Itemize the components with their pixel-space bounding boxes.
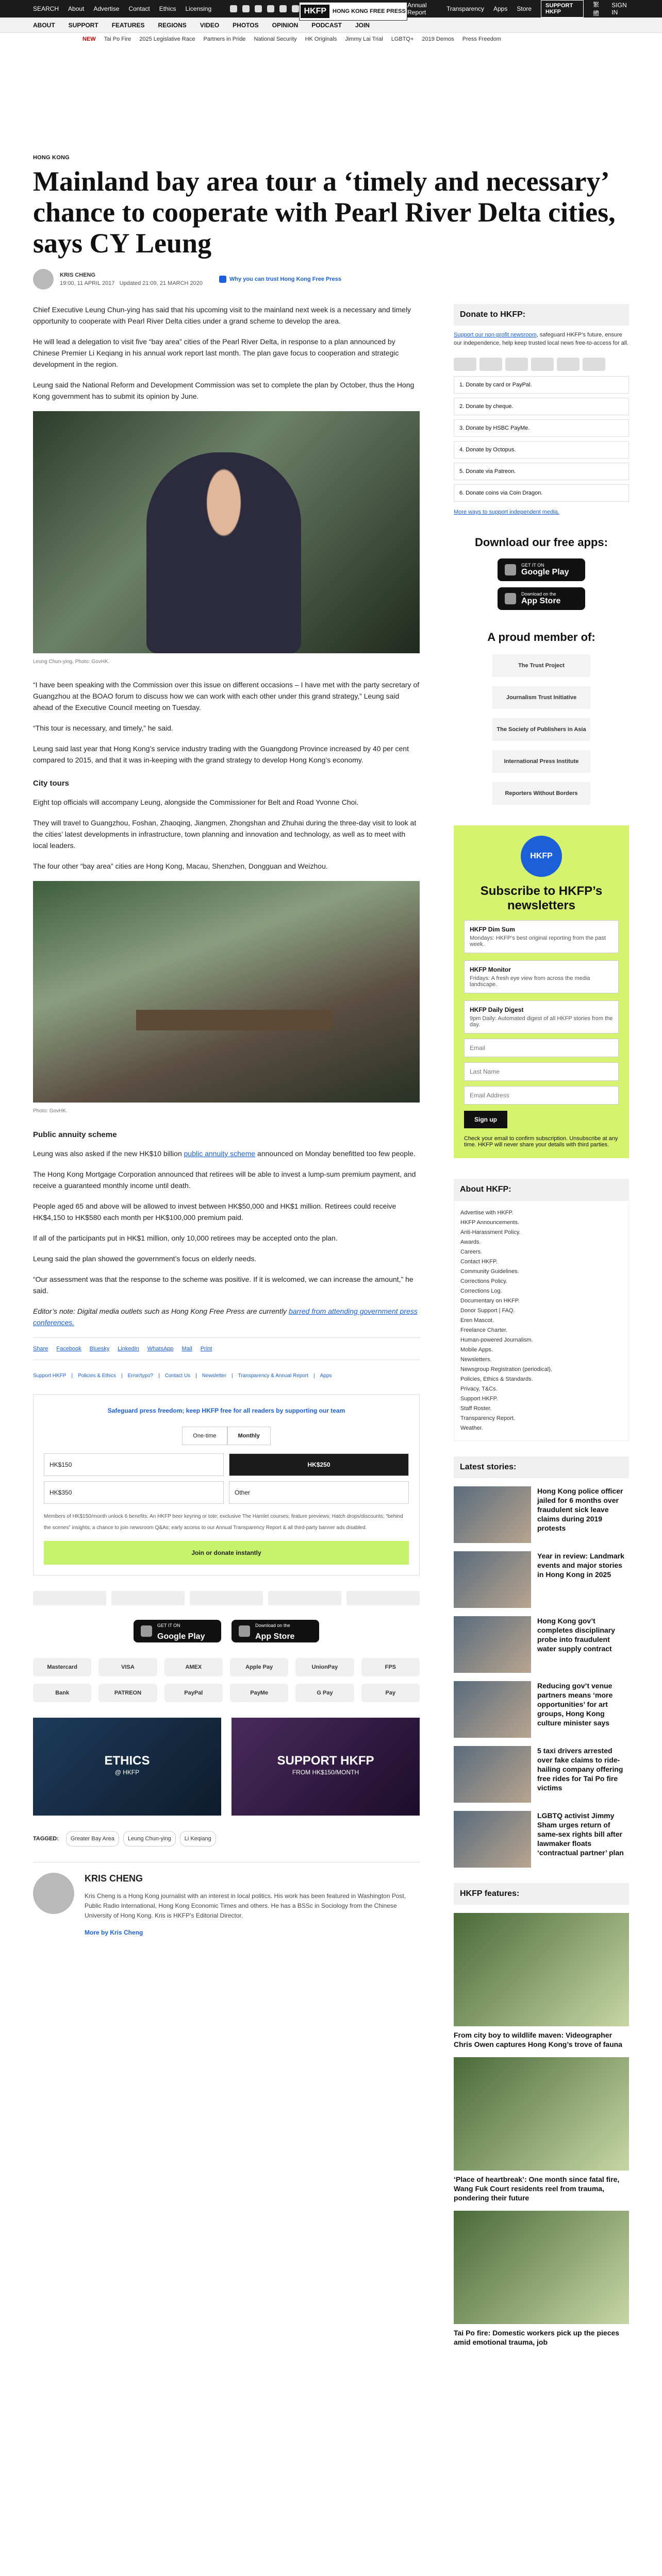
editors-note: Editor’s note: Digital media outlets such as Hong Kong Free Press are currently barred from attending government press conferences.	[33, 1307, 418, 1327]
topbar-link-licensing[interactable]: Licensing	[185, 5, 212, 12]
feature-item[interactable]: From city boy to wildlife maven: Videographer Chris Owen captures Hong Kong’s trove of fauna	[454, 1913, 629, 2049]
feature-image	[454, 2057, 629, 2171]
card-icon	[479, 358, 502, 371]
author-bio: Kris Cheng is a Hong Kong journalist with an interest in local politics. His work has been featured in Washington Post, Public Radio International, Hong Kong Economic Times and others. He has a BSSc in Sociology from the Chinese University of Hong Kong. Kris is HKFP’s Editorial Director.	[85, 1892, 406, 1919]
feature-item[interactable]: ‘Place of heartbreak’: One month since fatal fire, Wang Fuk Court residents reel from trauma, pondering their future	[454, 2057, 629, 2202]
story-thumbnail	[454, 1746, 531, 1803]
photo-caption: Leung Chun-ying. Photo: GovHK.	[33, 659, 110, 665]
article-body	[33, 304, 420, 1938]
member-logo[interactable]: The Trust Project	[492, 654, 590, 677]
member-logo[interactable]: Journalism Trust Initiative	[492, 686, 590, 709]
story-thumbnail	[454, 1616, 531, 1673]
topbar-link-transparency[interactable]: Transparency	[446, 5, 484, 12]
paragraph: Leung said the National Reform and Development Commission was set to complete the plan by October, thus the Hong Kong government has to submit its opinion by June.	[33, 381, 415, 400]
member-logo[interactable]: Reporters Without Borders	[492, 782, 590, 805]
payment-icon: Pay	[361, 1684, 420, 1702]
support-link[interactable]: Newsletter	[202, 1373, 227, 1379]
tags-label: TAGGED:	[33, 1836, 59, 1842]
newsletter-heading: Subscribe to HKFP’s newsletters	[480, 884, 603, 912]
author-name[interactable]: KRIS CHENG	[60, 272, 96, 278]
app-buttons	[33, 1620, 420, 1642]
story-thumbnail	[454, 1486, 531, 1543]
about-link[interactable]: Advertise with HKFP.	[460, 1210, 514, 1216]
latest-stories	[454, 1456, 629, 1868]
newsletter-logo: HKFP	[521, 836, 562, 877]
about-list	[454, 1200, 629, 1441]
press-link[interactable]: barred from attending government press conferences.	[33, 1307, 418, 1327]
support-link[interactable]: Apps	[320, 1373, 332, 1379]
topbar-link-store[interactable]: Store	[517, 5, 532, 12]
last-name-field[interactable]	[464, 1062, 619, 1081]
author-avatar	[33, 1873, 74, 1914]
payment-icon: FPS	[361, 1658, 420, 1676]
support-link[interactable]: Error/typo?	[127, 1373, 154, 1379]
amount-options	[44, 1453, 409, 1504]
payment-icon: AMEX	[164, 1658, 223, 1676]
about-heading: About HKFP:	[454, 1179, 629, 1200]
signup-button[interactable]: Sign up	[464, 1111, 507, 1128]
subheading: Public annuity scheme	[33, 1130, 117, 1139]
topbar-link-ethics[interactable]: Ethics	[159, 5, 176, 12]
card-icon	[454, 358, 476, 371]
avatar	[33, 269, 54, 290]
trending-link[interactable]: Jimmy Lai Trial	[345, 36, 383, 42]
about-link[interactable]: Contact HKFP.	[460, 1259, 498, 1265]
share-facebook[interactable]: Facebook	[56, 1346, 81, 1352]
photo-caption: Photo: GovHK.	[33, 1108, 68, 1114]
payment-icon: PayPal	[164, 1684, 223, 1702]
features	[454, 1883, 629, 2347]
paragraph: The Hong Kong Mortgage Corporation announced that retirees will be able to invest a lump-sum premium payment, and receive a guaranteed monthly income until death.	[33, 1170, 416, 1190]
tag[interactable]: Li Keqiang	[180, 1831, 216, 1846]
donate-title: Safeguard press freedom; keep HKFP free for all readers by supporting our team	[107, 1407, 345, 1414]
updated-date: Updated 21:09, 21 MARCH 2020	[119, 280, 203, 286]
newsletter-option[interactable]: HKFP Daily Digest 9pm Daily: Automated digest of all HKFP stories from the day.	[464, 1001, 619, 1033]
share-linkedin[interactable]: LinkedIn	[118, 1346, 139, 1352]
tag-list	[33, 1831, 420, 1846]
share-label[interactable]: Share	[33, 1346, 48, 1352]
member-heading: A proud member of:	[487, 631, 595, 643]
apps-heading: Download our free apps:	[475, 536, 608, 549]
about-link[interactable]: Corrections Log.	[460, 1288, 502, 1294]
top-bar	[0, 0, 662, 18]
feature-image	[454, 1913, 629, 2026]
trending-link[interactable]: HK Originals	[305, 36, 337, 42]
payment-icon: PayMe	[230, 1684, 288, 1702]
topbar-link-annual-report[interactable]: Annual Report	[407, 2, 427, 16]
tab-one-time[interactable]: One-time	[182, 1427, 227, 1445]
donate-method[interactable]: 2. Donate by cheque.	[454, 398, 629, 415]
payment-icon: G Pay	[295, 1684, 354, 1702]
byline	[33, 269, 629, 290]
paragraph: If all of the participants put in HK$1 million, only 10,000 retirees may be accepted onto the plan.	[33, 1234, 338, 1242]
trending-link[interactable]: LGBTQ+	[391, 36, 414, 42]
newsletter-note: Check your email to confirm subscription. Unsubscribe at any time. HKFP will never share your details with third parties.	[464, 1136, 618, 1148]
paragraph: “I have been speaking with the Commission over this issue on different occasions – I have met with the party secretary of Guangzhou at the BOAO forum to discuss how we can work with each other under this grand strategy,” Leung said ahead of the Executive Council meeting on Tuesday.	[33, 681, 420, 711]
payment-icon: Bank	[33, 1684, 91, 1702]
paragraph: “This tour is necessary, and timely,” he said.	[33, 724, 173, 732]
about-link[interactable]: Staff Roster.	[460, 1405, 492, 1412]
donate-method[interactable]: 4. Donate by Octopus.	[454, 441, 629, 459]
paragraph: They will travel to Guangzhou, Foshan, Zhaoqing, Jiangmen, Zhongshan and Zhuhai during the three-day visit to look at the cities’ latest developments in infrastructure, town planning and innovation and technology, as well as to meet with local leaders.	[33, 819, 417, 850]
badge[interactable]	[268, 1591, 341, 1605]
payment-methods	[33, 1658, 420, 1702]
logo-text: HONG KONG FREE PRESS	[333, 8, 406, 14]
share-bluesky[interactable]: Bluesky	[89, 1346, 110, 1352]
email-field[interactable]	[464, 1039, 619, 1057]
payment-icon: Apple Pay	[230, 1658, 288, 1676]
about-link[interactable]: Community Guidelines.	[460, 1268, 519, 1275]
author-box	[33, 1862, 420, 1938]
donate-methods	[454, 376, 629, 502]
about-link[interactable]: Support HKFP.	[460, 1396, 498, 1402]
promo-banners	[33, 1718, 420, 1816]
subheading: City tours	[33, 779, 70, 788]
story-thumbnail	[454, 1681, 531, 1738]
about-link[interactable]: Newsgroup Registration (periodical).	[460, 1366, 552, 1372]
about-link[interactable]: Weather.	[460, 1425, 483, 1431]
member-logos	[454, 654, 629, 805]
support-links: Support HKFP | Policies & Ethics | Error/typo? | Contact Us | Newsletter | Transparency & Annual Report | Apps	[33, 1370, 420, 1382]
donate-method[interactable]: 3. Donate by HSBC PayMe.	[454, 419, 629, 437]
page-title: Mainland bay area tour a ‘timely and necessary’ chance to cooperate with Pearl River Delta cities, says CY Leung	[33, 166, 616, 259]
amount-option-selected[interactable]: HK$250	[229, 1453, 409, 1476]
topbar-link-advertise[interactable]: Advertise	[93, 5, 120, 12]
x-icon[interactable]	[230, 5, 237, 12]
nav-features[interactable]: FEATURES	[111, 21, 145, 29]
nav-video[interactable]: VIDEO	[200, 21, 220, 29]
email-address-field[interactable]	[464, 1086, 619, 1105]
sidebar	[454, 304, 629, 2347]
paragraph: Leung was also asked if the new HK$10 billion public annuity scheme announced on Monday benefitted too few people.	[33, 1149, 416, 1158]
trust-icon	[219, 276, 226, 283]
trending-link[interactable]: 2025 Legislative Race	[139, 36, 195, 42]
payment-icon: Mastercard	[33, 1658, 91, 1676]
card-icon	[531, 358, 554, 371]
payment-icon: VISA	[98, 1658, 157, 1676]
threads-icon[interactable]	[279, 5, 287, 12]
member-logo[interactable]: International Press Institute	[492, 750, 590, 773]
logo-mark: HKFP	[301, 5, 329, 18]
topbar-link-about[interactable]: About	[68, 5, 85, 12]
paragraph: Leung said the plan showed the government’s focus on elderly needs.	[33, 1255, 257, 1263]
nav-photos[interactable]: PHOTOS	[233, 21, 259, 29]
paragraph: Chief Executive Leung Chun-ying has said that his upcoming visit to the mainland next week is a necessary and timely opportunity to cooperate with Pearl River Delta cities under a grand scheme to develop the area.	[33, 306, 411, 325]
features-heading: HKFP features:	[454, 1883, 629, 1905]
support-banner[interactable]: SUPPORT HKFP FROM HK$150/MONTH	[231, 1718, 420, 1816]
support-hkfp-button[interactable]: SUPPORT HKFP	[541, 0, 584, 18]
article-photo[interactable]	[33, 411, 420, 653]
badge[interactable]	[111, 1591, 185, 1605]
nav-about[interactable]: ABOUT	[33, 21, 55, 29]
paragraph: Eight top officials will accompany Leung, alongside the Commissioner for Belt and Road Yvonne Choi.	[33, 798, 359, 806]
ethics-banner[interactable]: ETHICS @ HKFP	[33, 1718, 221, 1816]
about-link[interactable]: Donor Support | FAQ.	[460, 1308, 515, 1314]
support-link[interactable]: Policies & Ethics	[78, 1373, 117, 1379]
sidebar-app-buttons	[454, 558, 629, 610]
support-link[interactable]: Contact Us	[164, 1373, 191, 1379]
more-by-author-link[interactable]: More by Kris Cheng	[85, 1929, 143, 1936]
feature-image	[454, 2211, 629, 2324]
donate-box	[33, 1394, 420, 1575]
publish-date: 19:00, 11 APRIL 2017	[60, 280, 115, 286]
paragraph: The four other “bay area” cities are Hong Kong, Macau, Shenzhen, Dongguan and Weizhou.	[33, 862, 328, 870]
trending-link[interactable]: Partners in Pride	[203, 36, 246, 42]
paragraph: “Our assessment was that the response to the scheme was positive. If it is welcomed, we can increase the amount,” he said.	[33, 1275, 413, 1295]
nav-regions[interactable]: REGIONS	[158, 21, 187, 29]
donate-heading: Donate to HKFP:	[454, 304, 629, 326]
badge[interactable]	[33, 1591, 106, 1605]
about-link[interactable]: Freelance Charter.	[460, 1327, 508, 1333]
latest-heading: Latest stories:	[454, 1456, 629, 1478]
member-badges	[33, 1591, 420, 1605]
app-store-button[interactable]: Download on the App Store	[498, 587, 585, 610]
language-toggle[interactable]: 繁體	[593, 1, 600, 17]
about-link[interactable]: Policies, Ethics & Standards.	[460, 1376, 533, 1382]
more-ways-link[interactable]: More ways to support independent media.	[454, 509, 559, 515]
about-link[interactable]: Awards.	[460, 1239, 481, 1245]
feature-item[interactable]: Tai Po fire: Domestic workers pick up the pieces amid emotional trauma, job	[454, 2211, 629, 2347]
list-item[interactable]: Reducing gov’t venue partners means ‘more opportunities’ for art groups, Hong Kong culture minister says	[454, 1681, 629, 1738]
instagram-icon[interactable]	[255, 5, 262, 12]
tab-monthly[interactable]: Monthly	[227, 1427, 271, 1445]
badge[interactable]	[190, 1591, 263, 1605]
nav-opinion[interactable]: OPINION	[272, 21, 299, 29]
paragraph: People aged 65 and above will be allowed to invest between HK$50,000 and HK$1 million. Retirees could receive HK$4,150 to HK$580 each month per HK$100,000 premium paid.	[33, 1202, 396, 1222]
sign-in-link[interactable]: SIGN IN	[611, 2, 627, 16]
about-link[interactable]: Eren Mascot.	[460, 1317, 494, 1324]
about-link[interactable]: Careers.	[460, 1249, 483, 1255]
section-tag[interactable]: HONG KONG	[33, 155, 70, 161]
site-logo[interactable]	[299, 2, 407, 21]
amount-option[interactable]: HK$350	[44, 1481, 224, 1504]
share-print[interactable]: Print	[200, 1346, 212, 1352]
trending-link[interactable]: Tai Po Fire	[104, 36, 131, 42]
facebook-icon[interactable]	[242, 5, 250, 12]
member-benefits: Members of HK$150/month unlock 6 benefits: An HKFP beer keyring or tote; exclusive The Hamlet courses; feature previews; Hatch drops/discounts; “behind the scenes” insights; a chance to join newsroom Q&As; early access to our Annual Transparency Report & all third-party banner ads disabled.	[44, 1514, 403, 1531]
about-link[interactable]: Human-powered Journalism.	[460, 1337, 533, 1343]
tag[interactable]: Greater Bay Area	[66, 1831, 119, 1846]
topbar-link-contact[interactable]: Contact	[128, 5, 150, 12]
support-link[interactable]: Transparency & Annual Report	[238, 1373, 309, 1379]
support-link[interactable]: Support HKFP	[33, 1373, 67, 1379]
app-store-button[interactable]: Download on the App Store	[231, 1620, 319, 1642]
about-link[interactable]: Corrections Policy.	[460, 1278, 507, 1284]
newsletter-option[interactable]: HKFP Dim Sum Mondays: HKFP’s best original reporting from the past week.	[464, 920, 619, 953]
donate-method[interactable]: 6. Donate coins via Coin Dragon.	[454, 484, 629, 502]
list-item[interactable]: 5 taxi drivers arrested over fake claims to ride-hailing company offering free rides for Tai Po fire victims	[454, 1746, 629, 1803]
share-bar	[33, 1337, 420, 1360]
amount-option-other[interactable]: Other	[229, 1481, 409, 1504]
topbar-link-apps[interactable]: Apps	[493, 5, 508, 12]
story-thumbnail	[454, 1551, 531, 1608]
donate-method[interactable]: 1. Donate by card or PayPal.	[454, 376, 629, 394]
card-icons	[454, 358, 629, 371]
paragraph: He will lead a delegation to visit five “bay area” cities of the Pearl River Delta, in response to a plan announced by Chinese Premier Li Keqiang in his annual work report last month. The plan gave focus to cooperation and strategic development in the region.	[33, 337, 399, 368]
badge[interactable]	[346, 1591, 420, 1605]
publish-dates	[60, 280, 203, 286]
member-logo[interactable]: The Society of Publishers in Asia	[492, 718, 590, 741]
trending-link[interactable]: Press Freedom	[462, 36, 501, 42]
card-icon	[505, 358, 528, 371]
donate-method[interactable]: 5. Donate via Patreon.	[454, 463, 629, 480]
list-item[interactable]: Hong Kong gov’t completes disciplinary probe into fraudulent water supply contract	[454, 1616, 629, 1673]
nav-podcast[interactable]: PODCAST	[311, 21, 342, 29]
about-link[interactable]: Transparency Report.	[460, 1415, 515, 1421]
list-item[interactable]: LGBTQ activist Jimmy Sham urges return of same-sex rights bill after lawmaker floats ‘contractual partner’ plan	[454, 1811, 629, 1868]
join-button[interactable]: Join or donate instantly	[44, 1541, 409, 1565]
about-link[interactable]: Newsletters.	[460, 1357, 492, 1363]
social-icons	[230, 5, 299, 12]
trending-bar	[0, 33, 662, 45]
trust-label: Why you can trust Hong Kong Free Press	[229, 276, 342, 282]
about-link[interactable]: HKFP Announcements.	[460, 1219, 520, 1226]
about-link[interactable]: Documentary on HKFP.	[460, 1298, 520, 1304]
article-photo[interactable]	[33, 881, 420, 1103]
list-item[interactable]: Hong Kong police officer jailed for 6 months over fraudulent sick leave claims during 2019 protests	[454, 1486, 629, 1543]
trending-link[interactable]: 2019 Demos	[422, 36, 454, 42]
google-play-button[interactable]: GET IT ON Google Play	[498, 558, 585, 581]
new-label: NEW	[82, 36, 96, 42]
trending-link[interactable]: National Security	[254, 36, 297, 42]
trust-link[interactable]	[219, 276, 341, 283]
youtube-icon[interactable]	[292, 5, 299, 12]
newsletter-box	[454, 825, 629, 1158]
tag[interactable]: Leung Chun-ying	[123, 1831, 176, 1846]
nav-support[interactable]: SUPPORT	[68, 21, 98, 29]
about-link[interactable]: Privacy, T&Cs.	[460, 1386, 498, 1392]
share-whatsapp[interactable]: WhatsApp	[147, 1346, 174, 1352]
story-thumbnail	[454, 1811, 531, 1868]
payment-icon: PATREON	[98, 1684, 157, 1702]
bluesky-icon[interactable]	[267, 5, 274, 12]
about-link[interactable]: Mobile Apps.	[460, 1347, 493, 1353]
newsletter-option[interactable]: HKFP Monitor Fridays: A fresh eye view from across the media landscape.	[464, 960, 619, 993]
card-icon	[583, 358, 605, 371]
payment-icon: UnionPay	[295, 1658, 354, 1676]
donate-text: Support our non-profit newsroom, safeguard HKFP’s future, ensure our independence, help keep trusted local news free-to-access for all.	[454, 332, 628, 346]
paragraph: Leung said last year that Hong Kong’s service industry trading with the Guangdong Province increased by 40 per cent compared to 2015, and that it was in-keeping with the grand strategy to develop Hong Kong’s economy.	[33, 744, 409, 764]
about-link[interactable]: Anti-Harassment Policy.	[460, 1229, 521, 1235]
amount-option[interactable]: HK$150	[44, 1453, 224, 1476]
nav-join[interactable]: JOIN	[355, 21, 370, 29]
card-icon	[557, 358, 580, 371]
frequency-toggle	[44, 1427, 409, 1445]
article-header	[33, 155, 629, 290]
list-item[interactable]: Year in review: Landmark events and major stories in Hong Kong in 2025	[454, 1551, 629, 1608]
annuity-link[interactable]: public annuity scheme	[184, 1149, 256, 1158]
share-mail[interactable]: Mail	[181, 1346, 192, 1352]
search-button[interactable]: SEARCH	[33, 5, 59, 12]
google-play-button[interactable]: GET IT ON Google Play	[134, 1620, 221, 1642]
donate-link[interactable]: Support our non-profit newsroom	[454, 332, 537, 338]
author-box-name[interactable]: KRIS CHENG	[85, 1873, 143, 1884]
